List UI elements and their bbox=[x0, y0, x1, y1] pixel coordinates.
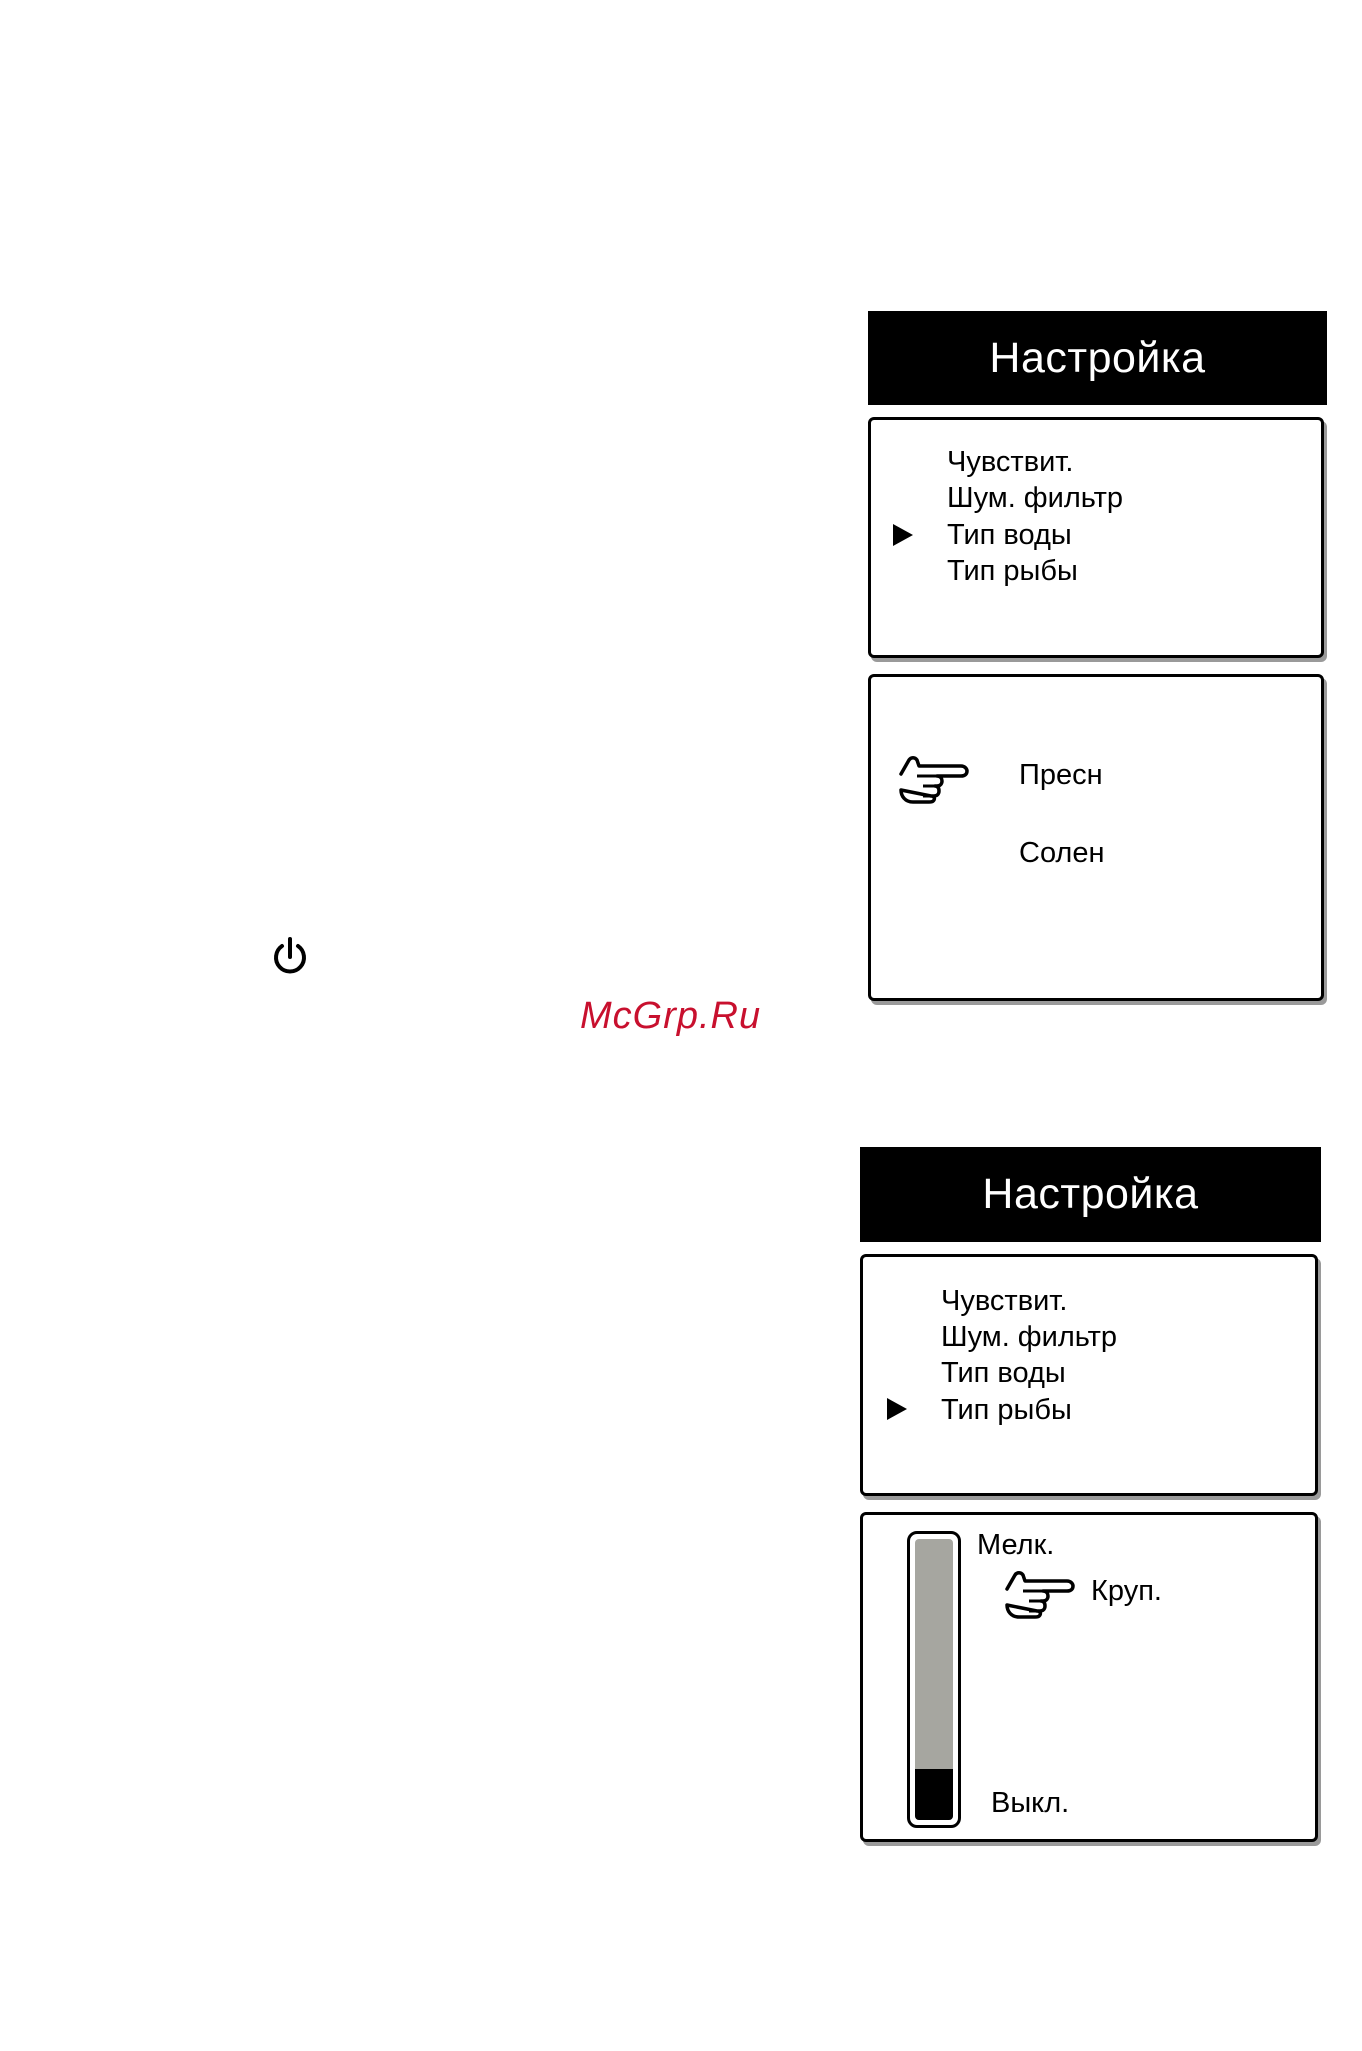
fish-size-level-slider[interactable] bbox=[907, 1531, 961, 1828]
menu-item-fish-type[interactable]: Тип рыбы bbox=[941, 1394, 1072, 1426]
option-small-fish[interactable]: Мелк. bbox=[977, 1529, 1055, 1561]
settings-menu-panel bbox=[860, 1254, 1318, 1496]
option-salt-water[interactable]: Солен bbox=[1019, 837, 1105, 869]
selection-arrow-icon bbox=[893, 524, 913, 546]
menu-item-noise-filter[interactable]: Шум. фильтр bbox=[947, 482, 1124, 514]
pointing-hand-icon bbox=[897, 752, 969, 809]
menu-item-fish-type[interactable]: Тип рыбы bbox=[947, 555, 1078, 587]
option-fresh-water[interactable]: Пресн bbox=[1019, 759, 1103, 791]
slider-track bbox=[915, 1539, 953, 1820]
fish-type-options-panel bbox=[860, 1512, 1318, 1842]
menu-item-sensitivity[interactable]: Чувствит. bbox=[941, 1285, 1068, 1317]
water-type-options-panel bbox=[868, 674, 1324, 1001]
menu-item-noise-filter[interactable]: Шум. фильтр bbox=[941, 1321, 1118, 1353]
selection-arrow-icon bbox=[887, 1398, 907, 1420]
slider-level-fill bbox=[915, 1769, 953, 1820]
screen-title: Настройка bbox=[989, 333, 1206, 382]
pointing-hand-icon bbox=[1003, 1567, 1075, 1624]
screen-header bbox=[860, 1147, 1321, 1242]
option-off[interactable]: Выкл. bbox=[991, 1787, 1070, 1819]
menu-item-water-type[interactable]: Тип воды bbox=[941, 1357, 1066, 1389]
screen-title: Настройка bbox=[982, 1170, 1199, 1218]
power-icon bbox=[268, 935, 312, 979]
watermark: McGrp.Ru bbox=[580, 995, 762, 1037]
option-large-fish[interactable]: Круп. bbox=[1091, 1575, 1162, 1607]
menu-item-water-type[interactable]: Тип воды bbox=[947, 519, 1072, 551]
menu-item-sensitivity[interactable]: Чувствит. bbox=[947, 446, 1074, 478]
settings-menu-panel bbox=[868, 417, 1324, 658]
screen-header bbox=[868, 311, 1327, 405]
